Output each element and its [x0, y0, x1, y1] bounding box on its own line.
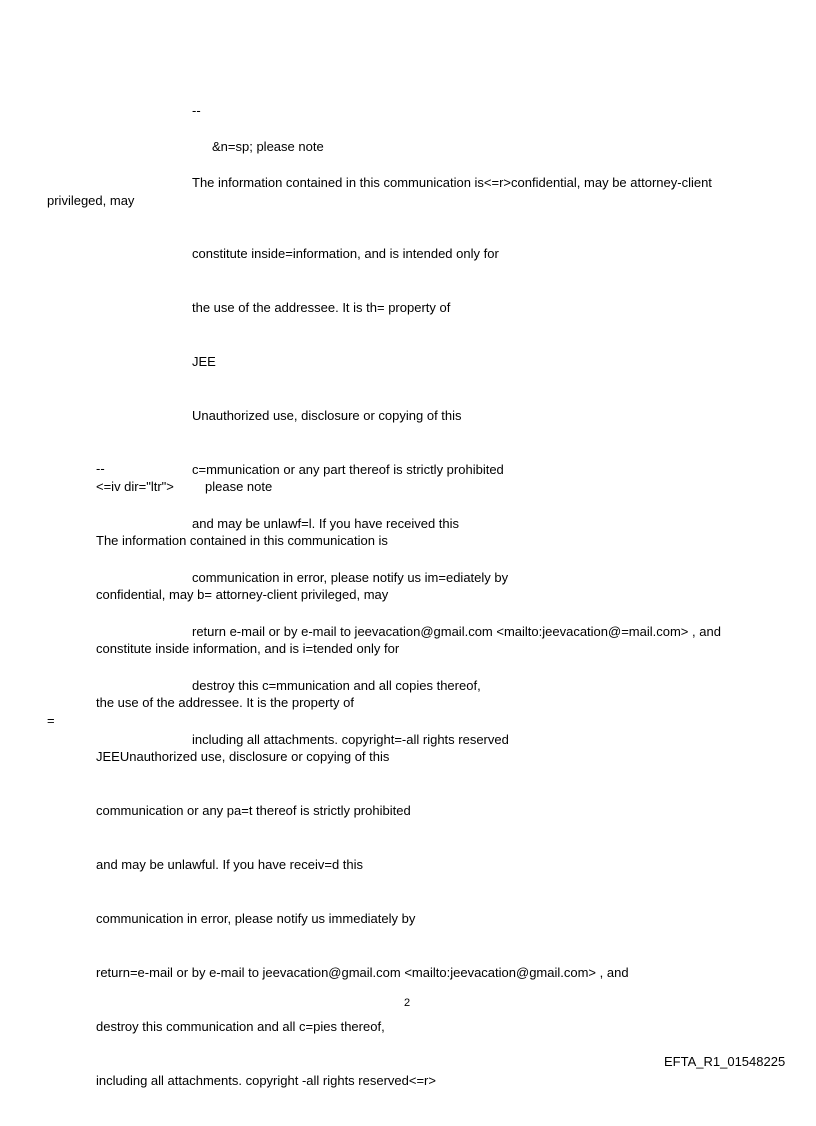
notice-body-line: the use of the addressee. It is th= property of	[192, 300, 451, 315]
notice-line-1: The information contained in this communication is<=r>confidential, may be attorney-client	[192, 175, 712, 190]
notice-body-line: and may be unlawf=l. If you have received this	[192, 516, 460, 531]
notice-body-line: JEE	[192, 354, 216, 369]
trailing-equals: =	[47, 713, 55, 728]
notice-body-line: and may be unlawful. If you have receiv=d this	[96, 857, 364, 872]
div-tag-text: <=iv dir="ltr">	[96, 479, 174, 494]
notice-body-line: destroy this c=mmunication and all copies thereof,	[192, 678, 481, 693]
notice-body-line: the use of the addressee. It is the property of	[96, 695, 354, 710]
document-id: EFTA_R1_01548225	[664, 1054, 786, 1069]
notice-body-line: communication or any pa=t thereof is strictly prohibited	[96, 803, 411, 818]
separator-dashes: --	[96, 461, 105, 476]
notice-body-line: including all attachments. copyright=-all rights reserved	[192, 732, 509, 747]
notice-body-line: return e-mail or by e-mail to jeevacation@gmail.com <mailto:jeevacation@=mail.com> , and	[192, 624, 721, 639]
notice-body-second	[96, 496, 629, 1126]
separator-dashes: --	[192, 103, 201, 118]
please-note-heading: &n=sp; please note	[212, 139, 324, 154]
notice-body-line: confidential, may b= attorney-client privileged, may	[96, 587, 389, 602]
notice-body-line: communication in error, please notify us im=ediately by	[192, 570, 509, 585]
notice-line-2: privileged, may	[47, 193, 135, 208]
notice-body-line: destroy this communication and all c=pies thereof,	[96, 1019, 385, 1034]
notice-body-line: constitute inside information, and is i=tended only for	[96, 641, 400, 656]
notice-body-line: JEEUnauthorized use, disclosure or copying of this	[96, 749, 390, 764]
notice-body-line: return=e-mail or by e-mail to jeevacation@gmail.com <mailto:jeevacation@gmail.com> , and	[96, 965, 629, 980]
notice-body-line: including all attachments. copyright -all rights reserved<=r>	[96, 1073, 436, 1088]
notice-body-line: communication in error, please notify us immediately by	[96, 911, 416, 926]
please-note-heading: please note	[205, 479, 273, 494]
notice-body-line: c=mmunication or any part thereof is strictly prohibited	[192, 462, 504, 477]
page-number: 2	[404, 997, 411, 1009]
notice-body-line: Unauthorized use, disclosure or copying of this	[192, 408, 462, 423]
notice-body-line: constitute inside=information, and is intended only for	[192, 246, 499, 261]
notice-body-line: The information contained in this communication is	[96, 533, 388, 548]
